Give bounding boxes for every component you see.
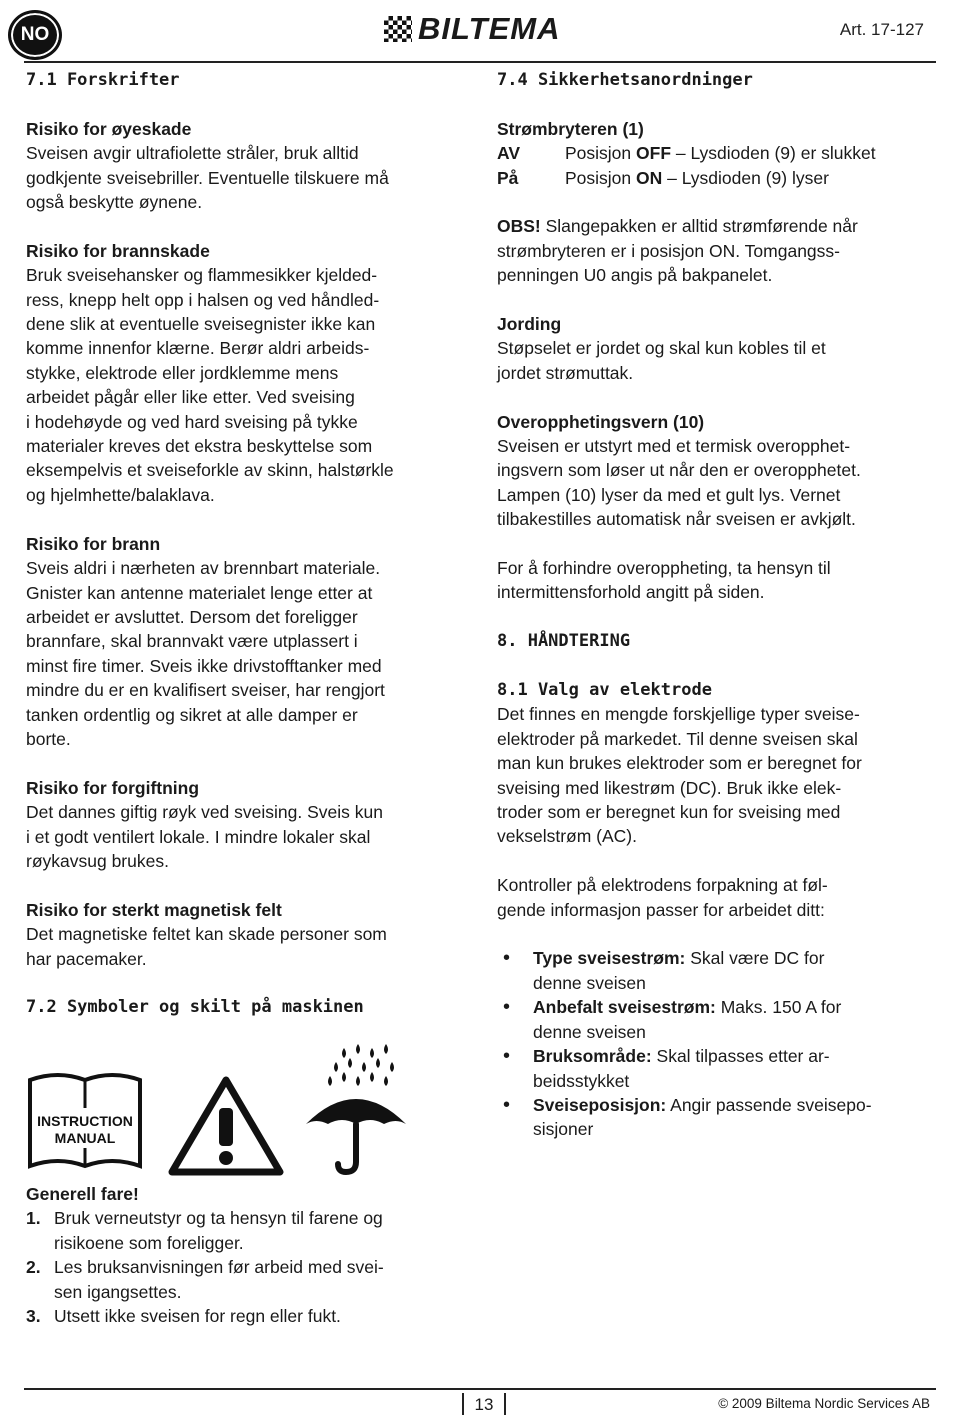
header-rule [24, 61, 936, 63]
paragraph-thermal [497, 434, 947, 532]
manual-label-line1: INSTRUCTION [37, 1113, 133, 1129]
text-line: Sveis aldri i nærheten av brennbart materiale. [26, 558, 381, 579]
text-line: borte. [26, 728, 71, 749]
text-line: i hodehøyde og ved hard sveising på tykke [26, 411, 358, 432]
text-line: dene slik at eventuelle sveisegnister ikke kan [26, 314, 376, 335]
text-line: ress, knepp helt opp i halsen og ved håndled- [26, 289, 380, 310]
text-line: har pacemaker. [26, 948, 147, 969]
danger-steps [26, 1206, 476, 1328]
section-heading-safety: 7.4 Sikkerhetsanordninger [497, 70, 753, 90]
step-item: 3. Utsett ikke sveisen for regn eller fukt. [26, 1306, 341, 1327]
paragraph-ground [497, 336, 947, 385]
switch-key: På [497, 167, 519, 188]
right-column [497, 68, 947, 1142]
text-line: Sveisen avgir ultrafiolette stråler, bruk alltid [26, 143, 359, 164]
text-line: tilbakestilles automatisk når sveisen er avkjølt. [497, 509, 856, 530]
paragraph-poison [26, 800, 476, 873]
list-item: • Bruksområde: Skal tilpasses etter ar- beidsstykket [497, 1044, 947, 1093]
text-line: og hjelmhette/balaklava. [26, 484, 215, 505]
paragraph-burn [26, 263, 476, 507]
copyright: © 2009 Biltema Nordic Services AB [718, 1396, 930, 1411]
text-line: materialer kreves det ekstra beskyttelse som [26, 436, 373, 457]
switch-desc: Posisjon OFF – Lysdioden (9) er slukket [565, 143, 876, 164]
text-line: Gnister kan antenne materialet lenge etter at [26, 582, 373, 603]
paragraph-check [497, 873, 947, 922]
text-line: komme innenfor klærne. Berør aldri arbeids- [26, 338, 370, 359]
paragraph-electrode [497, 702, 947, 848]
text-line: mindre du er en kvalifisert sveiser, har rengjort [26, 680, 385, 701]
logo-text: BILTEMA [418, 11, 561, 46]
text-line: ingsvern som løser ut når den er overopphetet. [497, 460, 861, 481]
subheading-switch: Strømbryteren (1) [497, 118, 644, 139]
text-line: stykke, elektrode eller jordklemme mens [26, 362, 339, 383]
switch-desc: Posisjon ON – Lysdioden (9) lyser [565, 167, 829, 188]
text-line: Sveisen er utstyrt med et termisk overopphet- [497, 436, 851, 457]
danger-title: Generell fare! [26, 1184, 139, 1204]
text-line: også beskytte øynene. [26, 192, 203, 213]
obs-paragraph [497, 214, 947, 287]
section-heading-electrode: 8.1 Valg av elektrode [497, 680, 712, 701]
step-item: 2. Les bruksanvisningen før arbeid med svei- sen igangsettes. [26, 1257, 384, 1302]
text-line: troder som er beregnet kun for sveising med [497, 802, 841, 823]
subheading-burn: Risiko for brannskade [26, 240, 210, 261]
text-line: gende informasjon passer for arbeidet ditt: [497, 899, 825, 920]
paragraph-fire [26, 556, 476, 751]
text-line: For å forhindre overoppheting, ta hensyn til [497, 558, 831, 579]
text-line: intermittensforhold angitt på siden. [497, 582, 765, 603]
general-danger-icon [166, 1074, 286, 1178]
text-line: elektroder på markedet. Til denne sveisen skal [497, 728, 858, 749]
text-line: røykavsug brukes. [26, 850, 169, 871]
electrode-info-list [497, 946, 947, 1141]
paragraph-eye [26, 141, 476, 214]
text-line: sveising med likestrøm (DC). Bruk ikke elek- [497, 777, 842, 798]
switch-key: AV [497, 143, 521, 164]
manual-label-line2: MANUAL [54, 1130, 116, 1146]
text-line: Det magnetiske feltet kan skade personer som [26, 924, 387, 945]
section-heading-handling: 8. HÅNDTERING [497, 631, 631, 652]
step-item: 1. Bruk verneutstyr og ta hensyn til farene og risikoene som foreligger. [26, 1208, 383, 1253]
keep-dry-umbrella-icon [296, 1040, 416, 1180]
country-badge [8, 10, 62, 60]
switch-row [497, 166, 947, 190]
instruction-manual-icon [26, 1068, 144, 1172]
text-line: Støpselet er jordet og skal kun kobles til et [497, 338, 826, 359]
text-line: Kontroller på elektrodens forpakning at føl- [497, 875, 828, 896]
subheading-ground: Jording [497, 314, 562, 335]
switch-table [497, 141, 947, 190]
subheading-poison: Risiko for forgiftning [26, 777, 200, 798]
subheading-eye: Risiko for øyeskade [26, 118, 192, 139]
subheading-magnetic: Risiko for sterkt magnetisk felt [26, 899, 282, 920]
left-column [26, 68, 476, 1020]
text-line: Bruk sveisehansker og flammesikker kjelded- [26, 265, 378, 286]
checkered-flag-icon [384, 16, 412, 42]
text-line: Det dannes giftig røyk ved sveising. Sveis kun [26, 802, 383, 823]
text-line: arbeidet er avsluttet. Dersom det foreligger [26, 606, 358, 627]
biltema-logo [384, 11, 561, 46]
article-number: Art. 17-127 [839, 20, 924, 39]
text-line: man kun brukes elektroder som er beregnet for [497, 753, 862, 774]
text-line: brannfare, skal brannvakt være utplassert i [26, 631, 358, 652]
text-line: godkjente sveisebriller. Eventuelle tilskuere må [26, 167, 389, 188]
page-number: 13 [462, 1393, 506, 1415]
text-line: eksempelvis et sveiseforkle av skinn, halstørkle [26, 460, 394, 481]
text-line: jordet strømuttak. [497, 362, 634, 383]
danger-list [26, 1182, 476, 1328]
text-line: Lampen (10) lyser da med et gult lys. Vernet [497, 484, 841, 505]
subheading-thermal: Overopphetingsvern (10) [497, 411, 705, 432]
text-line: vekselstrøm (AC). [497, 826, 637, 847]
text-line: tanken ordentlig og sikret at alle damper er [26, 704, 358, 725]
country-code: NO [20, 24, 50, 45]
section-heading-forskrifter: 7.1 Forskrifter [26, 70, 180, 90]
text-line: arbeidet pågår eller like etter. Ved sveising [26, 387, 355, 408]
text-line: i et godt ventilert lokale. I mindre lokaler skal [26, 826, 371, 847]
list-item: • Sveiseposisjon: Angir passende sveisepo- sisjoner [497, 1093, 947, 1142]
list-item: • Anbefalt sveisestrøm: Maks. 150 A for denne sveisen [497, 995, 947, 1044]
subheading-fire: Risiko for brann [26, 533, 161, 554]
list-item: • Type sveisestrøm: Skal være DC for denne sveisen [497, 946, 947, 995]
paragraph-prevent [497, 556, 947, 605]
text-line: minst fire timer. Sveis ikke drivstofftanker med [26, 655, 382, 676]
obs-label: OBS! [497, 216, 541, 237]
obs-text: Slangepakken er alltid strømførende når strømbryteren er i posisjon ON. Tomgangss- penningen U0 angis på bakpanelet. [497, 216, 858, 286]
section-heading-symbols: 7.2 Symboler og skilt på maskinen [26, 997, 364, 1018]
text-line: Det finnes en mengde forskjellige typer sveise- [497, 704, 860, 725]
machine-symbols [26, 1040, 426, 1180]
switch-row [497, 141, 947, 165]
footer-rule [24, 1388, 936, 1390]
paragraph-magnetic [26, 922, 476, 971]
